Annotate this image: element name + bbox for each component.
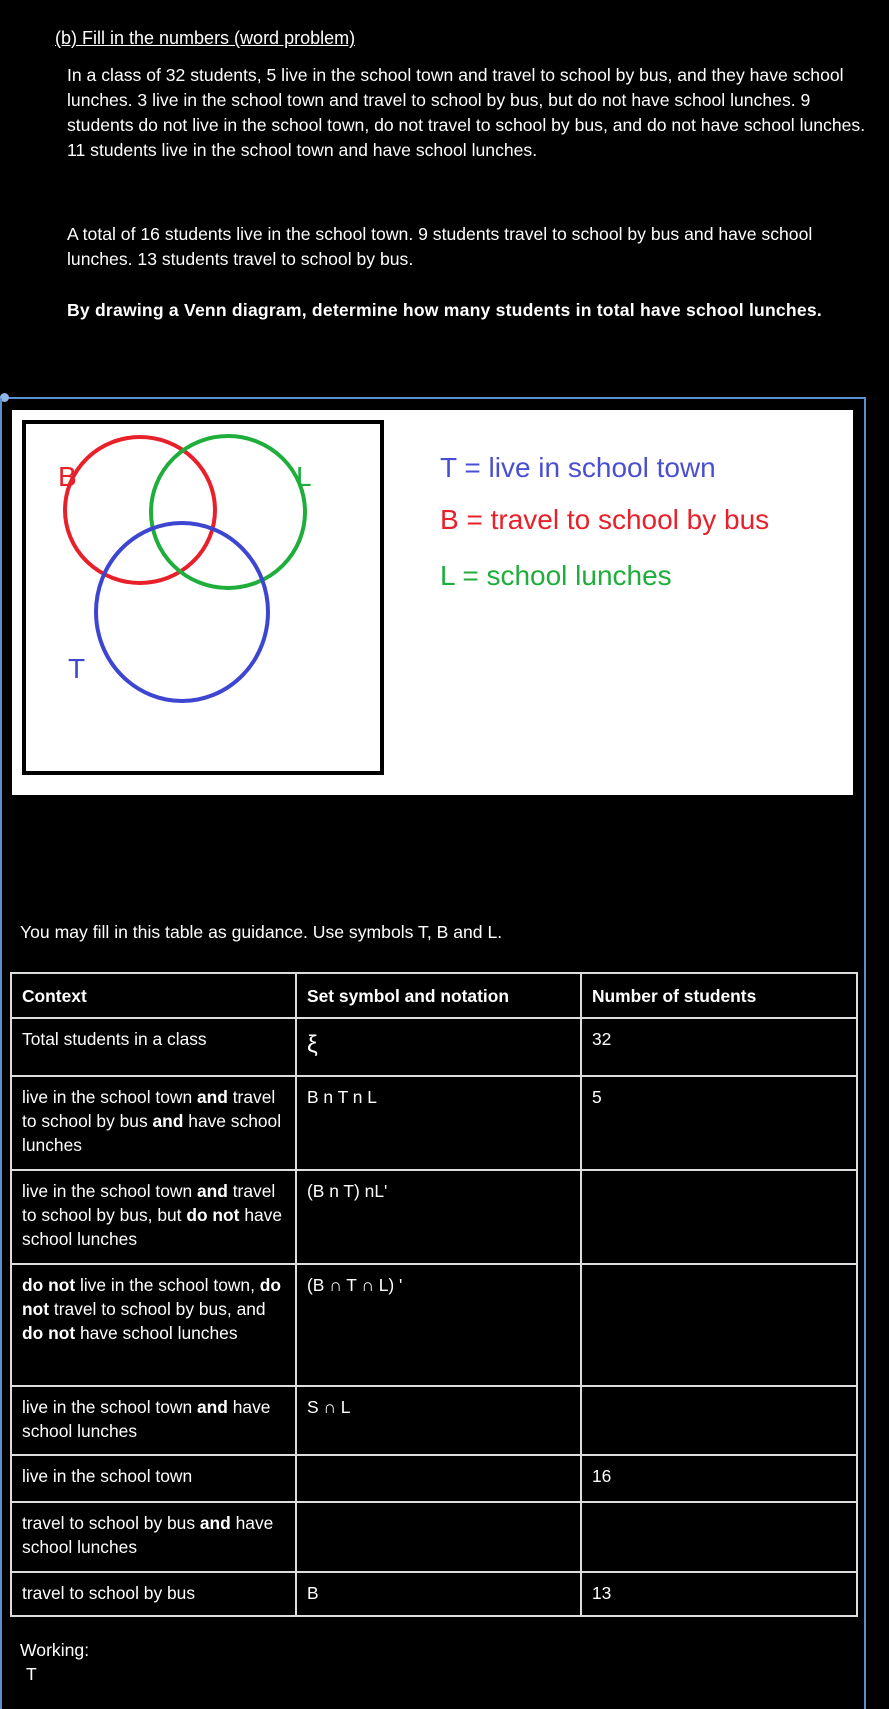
number-cell[interactable] <box>581 1170 857 1264</box>
answer-frame-right-border <box>864 397 866 1709</box>
circle-l <box>151 436 305 588</box>
table-row <box>11 1264 857 1386</box>
context-emphasis: and <box>199 1513 231 1533</box>
context-text: Total students in a class <box>22 1029 207 1049</box>
context-text: live in the school town <box>22 1466 193 1486</box>
number-cell[interactable]: 32 <box>581 1018 857 1076</box>
set-notation-cell[interactable]: S ∩ L <box>296 1386 581 1455</box>
label-l: L <box>296 461 312 492</box>
context-emphasis: do not <box>22 1323 76 1343</box>
context-text: travel to school by bus <box>22 1583 196 1603</box>
set-notation-cell[interactable] <box>296 1455 581 1502</box>
question-title: (b) Fill in the numbers (word problem) <box>55 28 356 48</box>
context-emphasis: do not <box>22 1275 76 1295</box>
context-text: travel to school by bus <box>22 1513 200 1533</box>
number-cell[interactable] <box>581 1264 857 1386</box>
set-notation-cell[interactable]: B <box>296 1572 581 1616</box>
context-text: have school lunches <box>22 1111 282 1155</box>
answer-frame-top-border <box>4 397 866 399</box>
table-row <box>11 1502 857 1572</box>
legend-b: B = travel to school by bus <box>440 504 770 535</box>
set-notation-cell[interactable]: B n T n L <box>296 1076 581 1170</box>
context-text: have school lunches <box>22 1397 271 1441</box>
table-header-row <box>11 973 857 1018</box>
context-text: live in the school town <box>22 1397 197 1417</box>
set-notation-cell[interactable]: (B n T) nL' <box>296 1170 581 1264</box>
number-cell[interactable] <box>581 1386 857 1455</box>
context-emphasis: and <box>196 1397 228 1417</box>
answer-frame-left-border <box>0 398 2 1709</box>
context-cell <box>11 1170 296 1264</box>
table-row <box>11 1076 857 1170</box>
context-text: travel to school by bus, but <box>22 1181 276 1225</box>
context-cell <box>11 1455 296 1502</box>
venn-diagram <box>12 410 432 795</box>
table-row <box>11 1386 857 1455</box>
set-notation-cell[interactable] <box>296 1502 581 1572</box>
working-label: Working: <box>20 1640 90 1660</box>
label-b: B <box>58 461 77 492</box>
table-row <box>11 1170 857 1264</box>
number-cell[interactable] <box>581 1502 857 1572</box>
context-text: travel to school by bus, and <box>49 1299 266 1319</box>
context-text: travel to school by bus <box>22 1087 276 1131</box>
context-text: have school lunches <box>75 1323 238 1343</box>
circle-b <box>65 437 215 583</box>
venn-figure <box>12 410 853 795</box>
set-notation-cell[interactable]: (B ∩ T ∩ L) ' <box>296 1264 581 1386</box>
context-text: have school lunches <box>22 1205 283 1249</box>
table-instructions: You may fill in this table as guidance. Use symbols T, B and L. <box>20 922 503 942</box>
context-emphasis: do not <box>186 1205 240 1225</box>
label-t: T <box>68 653 86 684</box>
guidance-table <box>10 972 858 1617</box>
problem-paragraph-2: A total of 16 students live in the school town. 9 students travel to school by bus and have school lunches. 13 students travel to school by bus. <box>67 224 813 269</box>
context-cell <box>11 1502 296 1572</box>
circle-t <box>96 523 268 701</box>
context-cell <box>11 1018 296 1076</box>
header-set-symbol: Set symbol and notation <box>296 973 581 1018</box>
header-number: Number of students <box>581 973 857 1018</box>
number-cell[interactable]: 5 <box>581 1076 857 1170</box>
problem-paragraph-1: In a class of 32 students, 5 live in the school town and travel to school by bus, and they have school lunches. 3 live in the school town and travel to school by bus, but do not have school lunches. 9 students do not live in the school town, do not travel to school by bus, and do not have school lunches. 11 students live in the school town and have school lunches. <box>67 65 866 160</box>
context-cell <box>11 1572 296 1616</box>
context-emphasis: do not <box>22 1275 282 1319</box>
working-input[interactable]: T <box>26 1664 37 1684</box>
table-row <box>11 1572 857 1616</box>
problem-question: By drawing a Venn diagram, determine how many students in total have school lunches. <box>67 300 822 320</box>
context-cell <box>11 1386 296 1455</box>
context-emphasis: and <box>196 1181 228 1201</box>
context-cell <box>11 1264 296 1386</box>
table-row <box>11 1018 857 1076</box>
context-cell <box>11 1076 296 1170</box>
number-cell[interactable]: 16 <box>581 1455 857 1502</box>
table-row <box>11 1455 857 1502</box>
context-emphasis: and <box>196 1087 228 1107</box>
context-text: have school lunches <box>22 1513 274 1557</box>
number-cell[interactable]: 13 <box>581 1572 857 1616</box>
set-notation-cell[interactable]: ξ <box>296 1018 581 1076</box>
context-emphasis: and <box>152 1111 184 1131</box>
context-text: live in the school town <box>22 1087 197 1107</box>
context-text: live in the school town <box>22 1181 197 1201</box>
header-context: Context <box>11 973 296 1018</box>
legend-t: T = live in school town <box>440 452 716 483</box>
legend-l: L = school lunches <box>440 560 672 591</box>
context-text: live in the school town, <box>75 1275 260 1295</box>
